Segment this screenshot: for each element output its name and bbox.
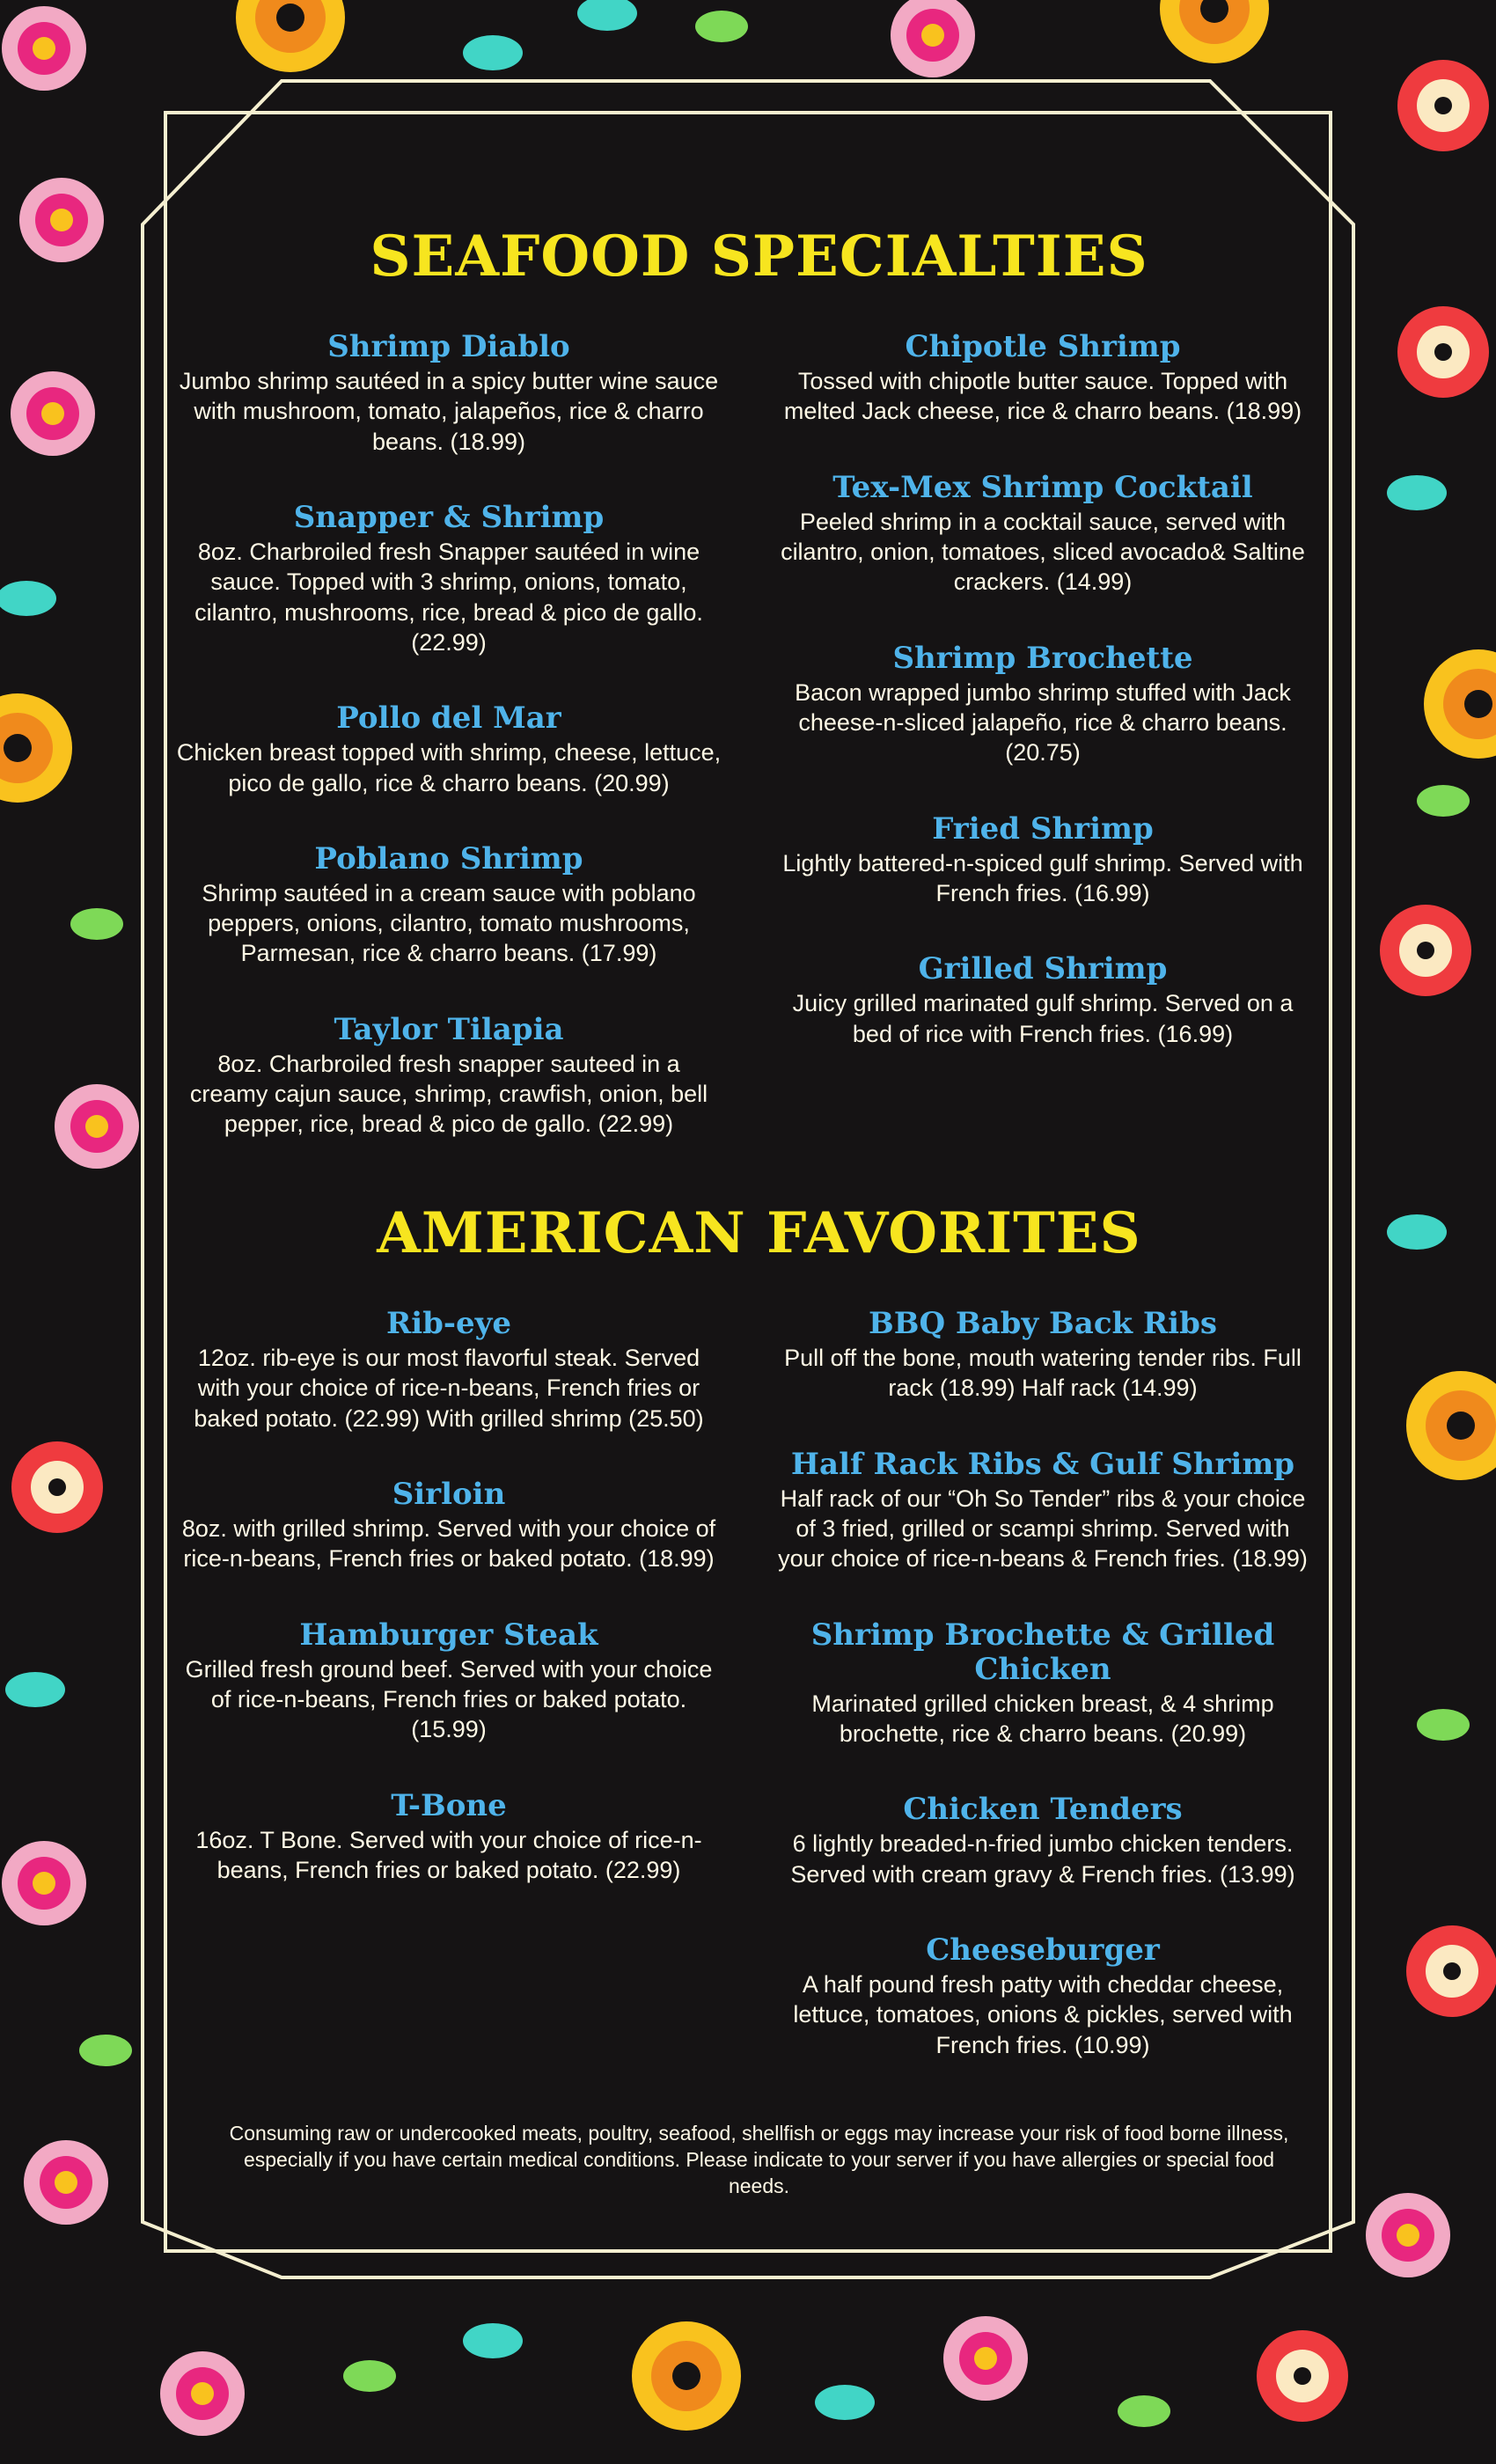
item-description: Shrimp sautéed in a cream sauce with poblano peppers, onions, cilantro, tomato mushrooms, Parmesan, rice & charro beans. (17.99) (202, 879, 696, 967)
item-description: A half pound fresh patty with cheddar cheese, lettuce, tomatoes, onions & pickles, served with French fries. (10.99) (793, 1971, 1293, 2058)
item-description: Tossed with chipotle butter sauce. Topped with melted Jack cheese, rice & charro beans. (18.99) (783, 368, 1302, 425)
item-name: Shrimp Diablo (327, 329, 570, 364)
item-name: Sirloin (392, 1476, 506, 1512)
item-name: Fried Shrimp (932, 810, 1154, 847)
american-right-column (770, 1307, 1316, 2104)
item-name: Hamburger Steak (299, 1617, 598, 1653)
item-description: Marinated grilled chicken breast, & 4 shrimp brochette, rice & charro beans. (20.99) (811, 1690, 1274, 1748)
item-description: Half rack of our “Oh So Tender” ribs & your choice of 3 fried, grilled or scampi shrimp. Served with your choice of rice-n-beans & French fries. (18.99) (778, 1485, 1308, 1573)
item-name: Taylor Tilapia (334, 1011, 564, 1047)
food-safety-disclaimer: Consuming raw or undercooked meats, poultry, seafood, shellfish or eggs may increase your risk of food borne illness, especially if you have certain medical conditions. Please indicate to your server if you have allergies or special food needs. (229, 2122, 1289, 2197)
menu-item (770, 471, 1316, 598)
seafood-section-title: SEAFOOD SPECIALTIES (370, 224, 1148, 290)
item-description: Chicken breast topped with shrimp, cheese, lettuce, pico de gallo, rice & charro beans. (20.99) (176, 739, 722, 796)
menu-item (176, 1789, 722, 1886)
item-name: Rib-eye (385, 1306, 512, 1341)
menu-item (176, 1307, 722, 1434)
menu-item (176, 701, 722, 798)
item-name: Pollo del Mar (336, 700, 561, 737)
item-description: Grilled fresh ground beef. Served with your choice of rice-n-beans, French fries or baked potato. (15.99) (185, 1655, 713, 1743)
menu-item (770, 812, 1316, 909)
item-description: 8oz. Charbroiled fresh Snapper sautéed in wine sauce. Topped with 3 shrimp, onions, tomato, cilantro, mushrooms, rice, bread & pico de gallo. (22.99) (194, 539, 703, 656)
item-description: Jumbo shrimp sautéed in a spicy butter wine sauce with mushroom, tomato, jalapeños, rice & charro beans. (18.99) (179, 368, 719, 455)
item-description: Lightly battered-n-spiced gulf shrimp. Served with French fries. (16.99) (782, 849, 1303, 906)
american-left-column (176, 1307, 722, 1929)
item-name: Tex-Mex Shrimp Cocktail (832, 469, 1253, 505)
item-name: Grilled Shrimp (918, 951, 1168, 987)
item-name: Cheeseburger (926, 1932, 1160, 1968)
item-name: Chicken Tenders (903, 1792, 1183, 1828)
item-description: Juicy grilled marinated gulf shrimp. Served on a bed of rice with French fries. (16.99) (792, 990, 1294, 1047)
menu-item (176, 330, 722, 457)
menu-item (176, 1013, 722, 1140)
item-name: Chipotle Shrimp (905, 329, 1181, 364)
menu-item (770, 1793, 1316, 1889)
menu-item (176, 1478, 722, 1574)
item-description: 8oz. with grilled shrimp. Served with your choice of rice-n-beans, French fries or baked potato. (18.99) (181, 1515, 716, 1573)
menu-item (770, 330, 1316, 427)
item-name: Shrimp Brochette & Grilled Chicken (810, 1617, 1275, 1687)
menu-item (770, 1307, 1316, 1404)
item-description: Peeled shrimp in a cocktail sauce, served with cilantro, onion, tomatoes, sliced avocado& Saltine crackers. (14.99) (781, 508, 1305, 596)
menu-item (176, 842, 722, 969)
item-description: 6 lightly breaded-n-fried jumbo chicken tenders. Served with cream gravy & French fries. (13.99) (790, 1830, 1295, 1888)
item-description: Pull off the bone, mouth watering tender ribs. Full rack (18.99) Half rack (14.99) (784, 1345, 1302, 1402)
seafood-right-column (770, 330, 1316, 1093)
item-name: Shrimp Brochette (892, 640, 1193, 676)
item-name: Poblano Shrimp (314, 840, 583, 876)
menu-item (176, 1618, 722, 1745)
item-name: T-Bone (391, 1787, 507, 1823)
menu-item (770, 642, 1316, 768)
item-description: 8oz. Charbroiled fresh snapper sauteed in a creamy cajun sauce, shrimp, crawfish, onion, bell pepper, rice, bread & pico de gallo. (22.99) (189, 1050, 708, 1138)
item-name: Snapper & Shrimp (293, 499, 605, 535)
menu-panel (154, 110, 1364, 2284)
item-description: 16oz. T Bone. Served with your choice of rice-n-beans, French fries or baked potato. (22.99) (195, 1826, 702, 1883)
item-description: Bacon wrapped jumbo shrimp stuffed with Jack cheese-n-sliced jalapeño, rice & charro beans. (20.75) (795, 678, 1291, 766)
menu-item (770, 1448, 1316, 1574)
menu-item (770, 1933, 1316, 2060)
item-description: 12oz. rib-eye is our most flavorful steak. Served with your choice of rice-n-beans, French fries or baked potato. (22.99) With grilled shrimp (25.50) (194, 1345, 704, 1432)
american-section-title: AMERICAN FAVORITES (377, 1200, 1141, 1266)
menu-item (176, 501, 722, 657)
item-name: Half Rack Ribs & Gulf Shrimp (790, 1446, 1295, 1482)
seafood-left-column (176, 330, 722, 1184)
menu-item (770, 952, 1316, 1049)
item-name: BBQ Baby Back Ribs (868, 1306, 1217, 1341)
menu-item (770, 1618, 1316, 1749)
